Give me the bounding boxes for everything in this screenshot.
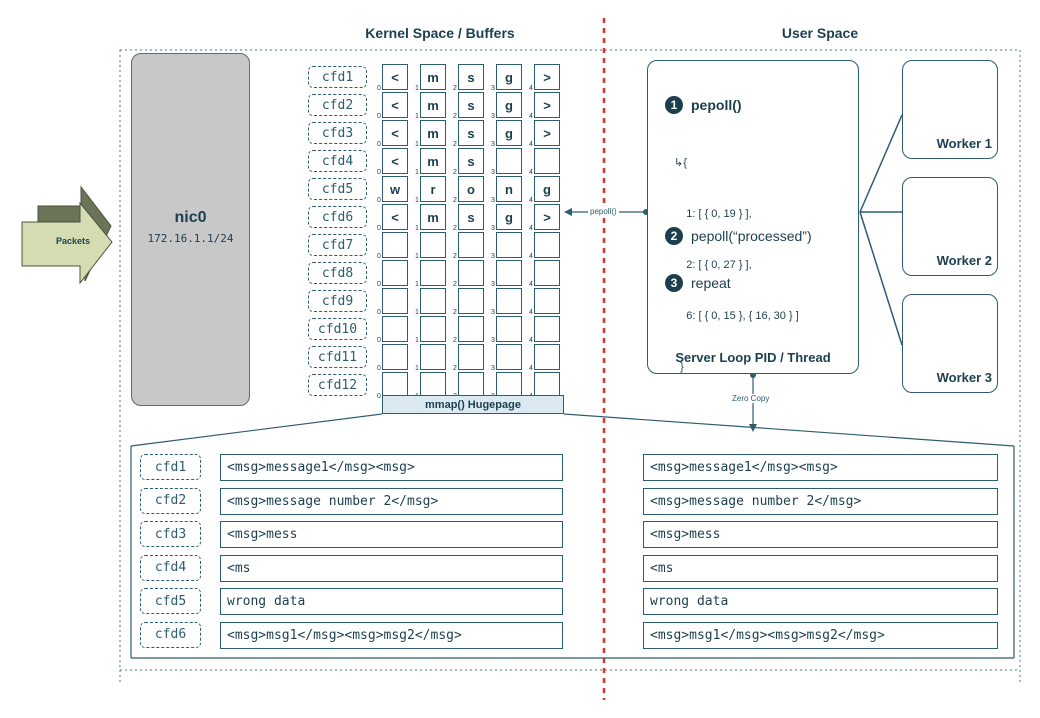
buffer-cell xyxy=(496,288,522,314)
kernel-buffer-content: <msg>mess xyxy=(220,521,563,548)
buffer-cell: > xyxy=(534,120,560,146)
buffer-offset-label: 2 xyxy=(453,281,457,288)
buffer-cell xyxy=(534,344,560,370)
buffer-offset-label: 4 xyxy=(529,225,533,232)
code-line: } xyxy=(674,361,684,373)
buffer-cell xyxy=(420,232,446,258)
buffer-offset-label: 4 xyxy=(529,141,533,148)
buffer-offset-label: 2 xyxy=(453,197,457,204)
buffer-cell xyxy=(458,232,484,258)
buffer-offset-label: 0 xyxy=(377,85,381,92)
user-buffer-content: wrong data xyxy=(643,588,998,615)
buffer-cell: < xyxy=(382,148,408,174)
buffer-offset-label: 2 xyxy=(453,337,457,344)
buffer-offset-label: 0 xyxy=(377,337,381,344)
buffer-cell xyxy=(458,316,484,342)
buffer-cell: g xyxy=(496,64,522,90)
step-3-text: repeat xyxy=(691,275,731,291)
buffer-cell xyxy=(496,260,522,286)
nic-name: nic0 xyxy=(174,209,207,226)
buffer-row-label: cfd2 xyxy=(308,94,367,116)
code-line: 6: [ { 0, 15 }, { 16, 30 } ] xyxy=(674,310,799,322)
zero-copy-label: Zero Copy xyxy=(732,394,770,403)
buffer-offset-label: 1 xyxy=(415,85,419,92)
buffer-cell: o xyxy=(458,176,484,202)
buffer-offset-label: 2 xyxy=(453,141,457,148)
buffer-offset-label: 1 xyxy=(415,337,419,344)
buffer-offset-label: 2 xyxy=(453,365,457,372)
server-loop-title: Server Loop PID / Thread xyxy=(675,350,831,365)
kernel-buffer-content: <ms xyxy=(220,555,563,582)
buffer-offset-label: 0 xyxy=(377,393,381,400)
kernel-buffer-content: <msg>message1</msg><msg> xyxy=(220,454,563,481)
buffer-cell xyxy=(534,316,560,342)
buffer-cell: m xyxy=(420,120,446,146)
step-1-text: pepoll() xyxy=(691,97,742,113)
buffer-cell xyxy=(458,288,484,314)
nic-ip: 172.16.1.1/24 xyxy=(147,232,234,245)
buffer-offset-label: 4 xyxy=(529,113,533,120)
kernel-buffer-content: <msg>message number 2</msg> xyxy=(220,488,563,515)
buffer-cell: g xyxy=(534,176,560,202)
worker-1-box xyxy=(902,60,998,159)
buffer-row-label: cfd8 xyxy=(308,262,367,284)
mmap-hugepage-label: mmap() Hugepage xyxy=(382,395,564,414)
buffer-offset-label: 4 xyxy=(529,281,533,288)
kernel-buffer-content: <msg>msg1</msg><msg>msg2</msg> xyxy=(220,622,563,649)
buffer-cell: g xyxy=(496,120,522,146)
buffer-row-label: cfd7 xyxy=(308,234,367,256)
buffer-cell: < xyxy=(382,204,408,230)
buffer-row-label: cfd6 xyxy=(308,206,367,228)
fan-worker1 xyxy=(860,115,902,212)
buffer-cell xyxy=(382,260,408,286)
buffer-cell xyxy=(534,260,560,286)
buffer-offset-label: 0 xyxy=(377,141,381,148)
pepoll-arrowhead xyxy=(564,208,572,216)
buffer-offset-label: 2 xyxy=(453,85,457,92)
buffer-cell: g xyxy=(496,92,522,118)
buffer-cell: r xyxy=(420,176,446,202)
buffer-offset-label: 3 xyxy=(491,281,495,288)
code-line: 2: [ { 0, 27 } ], xyxy=(674,259,752,271)
buffer-offset-label: 2 xyxy=(453,169,457,176)
buffer-offset-label: 1 xyxy=(415,365,419,372)
buffer-row-label: cfd11 xyxy=(308,346,367,368)
buffer-cell: m xyxy=(420,148,446,174)
buffer-cell: > xyxy=(534,64,560,90)
buffer-offset-label: 1 xyxy=(415,309,419,316)
buffer-offset-label: 2 xyxy=(453,253,457,260)
buffer-cell xyxy=(382,344,408,370)
buffer-offset-label: 4 xyxy=(529,169,533,176)
buffer-cell: s xyxy=(458,148,484,174)
buffer-cell: < xyxy=(382,92,408,118)
buffer-row-label: cfd4 xyxy=(308,150,367,172)
buffer-row-label: cfd9 xyxy=(308,290,367,312)
buffer-offset-label: 1 xyxy=(415,141,419,148)
buffer-offset-label: 3 xyxy=(491,225,495,232)
pepoll-result-code xyxy=(674,121,799,410)
buffer-row-label: cfd10 xyxy=(308,318,367,340)
code-line: 1: [ { 0, 19 } ], xyxy=(674,208,752,220)
buffer-row-label: cfd5 xyxy=(308,178,367,200)
buffer-cell: s xyxy=(458,64,484,90)
kernel-buffer-content: wrong data xyxy=(220,588,563,615)
buffer-offset-label: 1 xyxy=(415,197,419,204)
buffer-offset-label: 4 xyxy=(529,337,533,344)
detail-row-label: cfd6 xyxy=(140,622,201,648)
buffer-cell xyxy=(534,288,560,314)
buffer-offset-label: 3 xyxy=(491,169,495,176)
buffer-offset-label: 0 xyxy=(377,253,381,260)
packets-label: Packets xyxy=(55,236,91,246)
buffer-offset-label: 0 xyxy=(377,225,381,232)
buffer-cell xyxy=(420,260,446,286)
buffer-offset-label: 2 xyxy=(453,309,457,316)
worker-3-label: Worker 3 xyxy=(936,370,992,385)
fan-worker3 xyxy=(860,212,902,345)
buffer-offset-label: 3 xyxy=(491,113,495,120)
buffer-offset-label: 1 xyxy=(415,225,419,232)
buffer-cell xyxy=(382,232,408,258)
buffer-offset-label: 3 xyxy=(491,365,495,372)
user-buffer-content: <msg>message1</msg><msg> xyxy=(643,454,998,481)
buffer-cell xyxy=(382,316,408,342)
buffer-offset-label: 1 xyxy=(415,281,419,288)
step-1 xyxy=(665,96,742,114)
worker-2-box xyxy=(902,177,998,276)
buffer-cell xyxy=(458,344,484,370)
buffer-cell: m xyxy=(420,92,446,118)
code-line: ↳{ xyxy=(674,157,687,169)
buffer-cell: s xyxy=(458,120,484,146)
buffer-offset-label: 4 xyxy=(529,253,533,260)
detail-row-label: cfd1 xyxy=(140,454,201,480)
buffer-cell xyxy=(496,316,522,342)
buffer-offset-label: 1 xyxy=(415,253,419,260)
buffer-cell: m xyxy=(420,64,446,90)
buffer-offset-label: 0 xyxy=(377,197,381,204)
buffer-cell xyxy=(496,148,522,174)
zoom-line-left xyxy=(131,414,382,446)
buffer-offset-label: 0 xyxy=(377,169,381,176)
buffer-offset-label: 0 xyxy=(377,365,381,372)
buffer-cell: m xyxy=(420,204,446,230)
detail-row-label: cfd5 xyxy=(140,588,201,614)
buffer-cell xyxy=(420,288,446,314)
buffer-offset-label: 3 xyxy=(491,253,495,260)
buffer-offset-label: 3 xyxy=(491,141,495,148)
buffer-row-label: cfd12 xyxy=(308,374,367,396)
user-buffer-content: <msg>message number 2</msg> xyxy=(643,488,998,515)
buffer-cell xyxy=(534,148,560,174)
buffer-offset-label: 4 xyxy=(529,309,533,316)
buffer-cell: > xyxy=(534,204,560,230)
buffer-offset-label: 2 xyxy=(453,113,457,120)
buffer-offset-label: 0 xyxy=(377,281,381,288)
detail-row-label: cfd4 xyxy=(140,555,201,581)
buffer-cell: w xyxy=(382,176,408,202)
buffer-cell: n xyxy=(496,176,522,202)
buffer-cell xyxy=(420,344,446,370)
buffer-cell: > xyxy=(534,92,560,118)
detail-row-label: cfd2 xyxy=(140,488,201,514)
worker-2-label: Worker 2 xyxy=(936,253,992,268)
step-3 xyxy=(665,274,731,292)
buffer-cell xyxy=(458,260,484,286)
worker-3-box xyxy=(902,294,998,393)
step-3-badge: 3 xyxy=(665,274,683,292)
step-1-badge: 1 xyxy=(665,96,683,114)
buffer-cell: s xyxy=(458,204,484,230)
buffer-offset-label: 4 xyxy=(529,197,533,204)
detail-row-label: cfd3 xyxy=(140,521,201,547)
buffer-offset-label: 3 xyxy=(491,309,495,316)
user-space-title: User Space xyxy=(781,25,859,41)
buffer-offset-label: 3 xyxy=(491,85,495,92)
buffer-cell xyxy=(496,232,522,258)
buffer-offset-label: 0 xyxy=(377,113,381,120)
buffer-cell xyxy=(382,288,408,314)
buffer-offset-label: 0 xyxy=(377,309,381,316)
user-buffer-content: <ms xyxy=(643,555,998,582)
buffer-cell: s xyxy=(458,92,484,118)
worker-1-label: Worker 1 xyxy=(936,136,992,151)
buffer-cell xyxy=(420,316,446,342)
buffer-cell: < xyxy=(382,120,408,146)
buffer-offset-label: 4 xyxy=(529,85,533,92)
buffer-offset-label: 3 xyxy=(491,197,495,204)
user-buffer-content: <msg>mess xyxy=(643,521,998,548)
buffer-offset-label: 4 xyxy=(529,365,533,372)
user-buffer-content: <msg>msg1</msg><msg>msg2</msg> xyxy=(643,622,998,649)
buffer-cell: < xyxy=(382,64,408,90)
buffer-row-label: cfd1 xyxy=(308,66,367,88)
buffer-row-label: cfd3 xyxy=(308,122,367,144)
buffer-offset-label: 2 xyxy=(453,225,457,232)
buffer-offset-label: 1 xyxy=(415,169,419,176)
buffer-offset-label: 1 xyxy=(415,113,419,120)
kernel-space-title: Kernel Space / Buffers xyxy=(365,25,515,41)
step-2-badge: 2 xyxy=(665,227,683,245)
buffer-cell: g xyxy=(496,204,522,230)
step-2-text: pepoll(“processed”) xyxy=(691,228,812,244)
zoom-line-right xyxy=(564,414,1014,446)
buffer-cell xyxy=(496,344,522,370)
nic-box xyxy=(131,53,250,406)
buffer-cell xyxy=(534,232,560,258)
buffer-offset-label: 3 xyxy=(491,337,495,344)
pepoll-arrow-label: pepoll() xyxy=(590,207,617,216)
step-2 xyxy=(665,227,812,245)
